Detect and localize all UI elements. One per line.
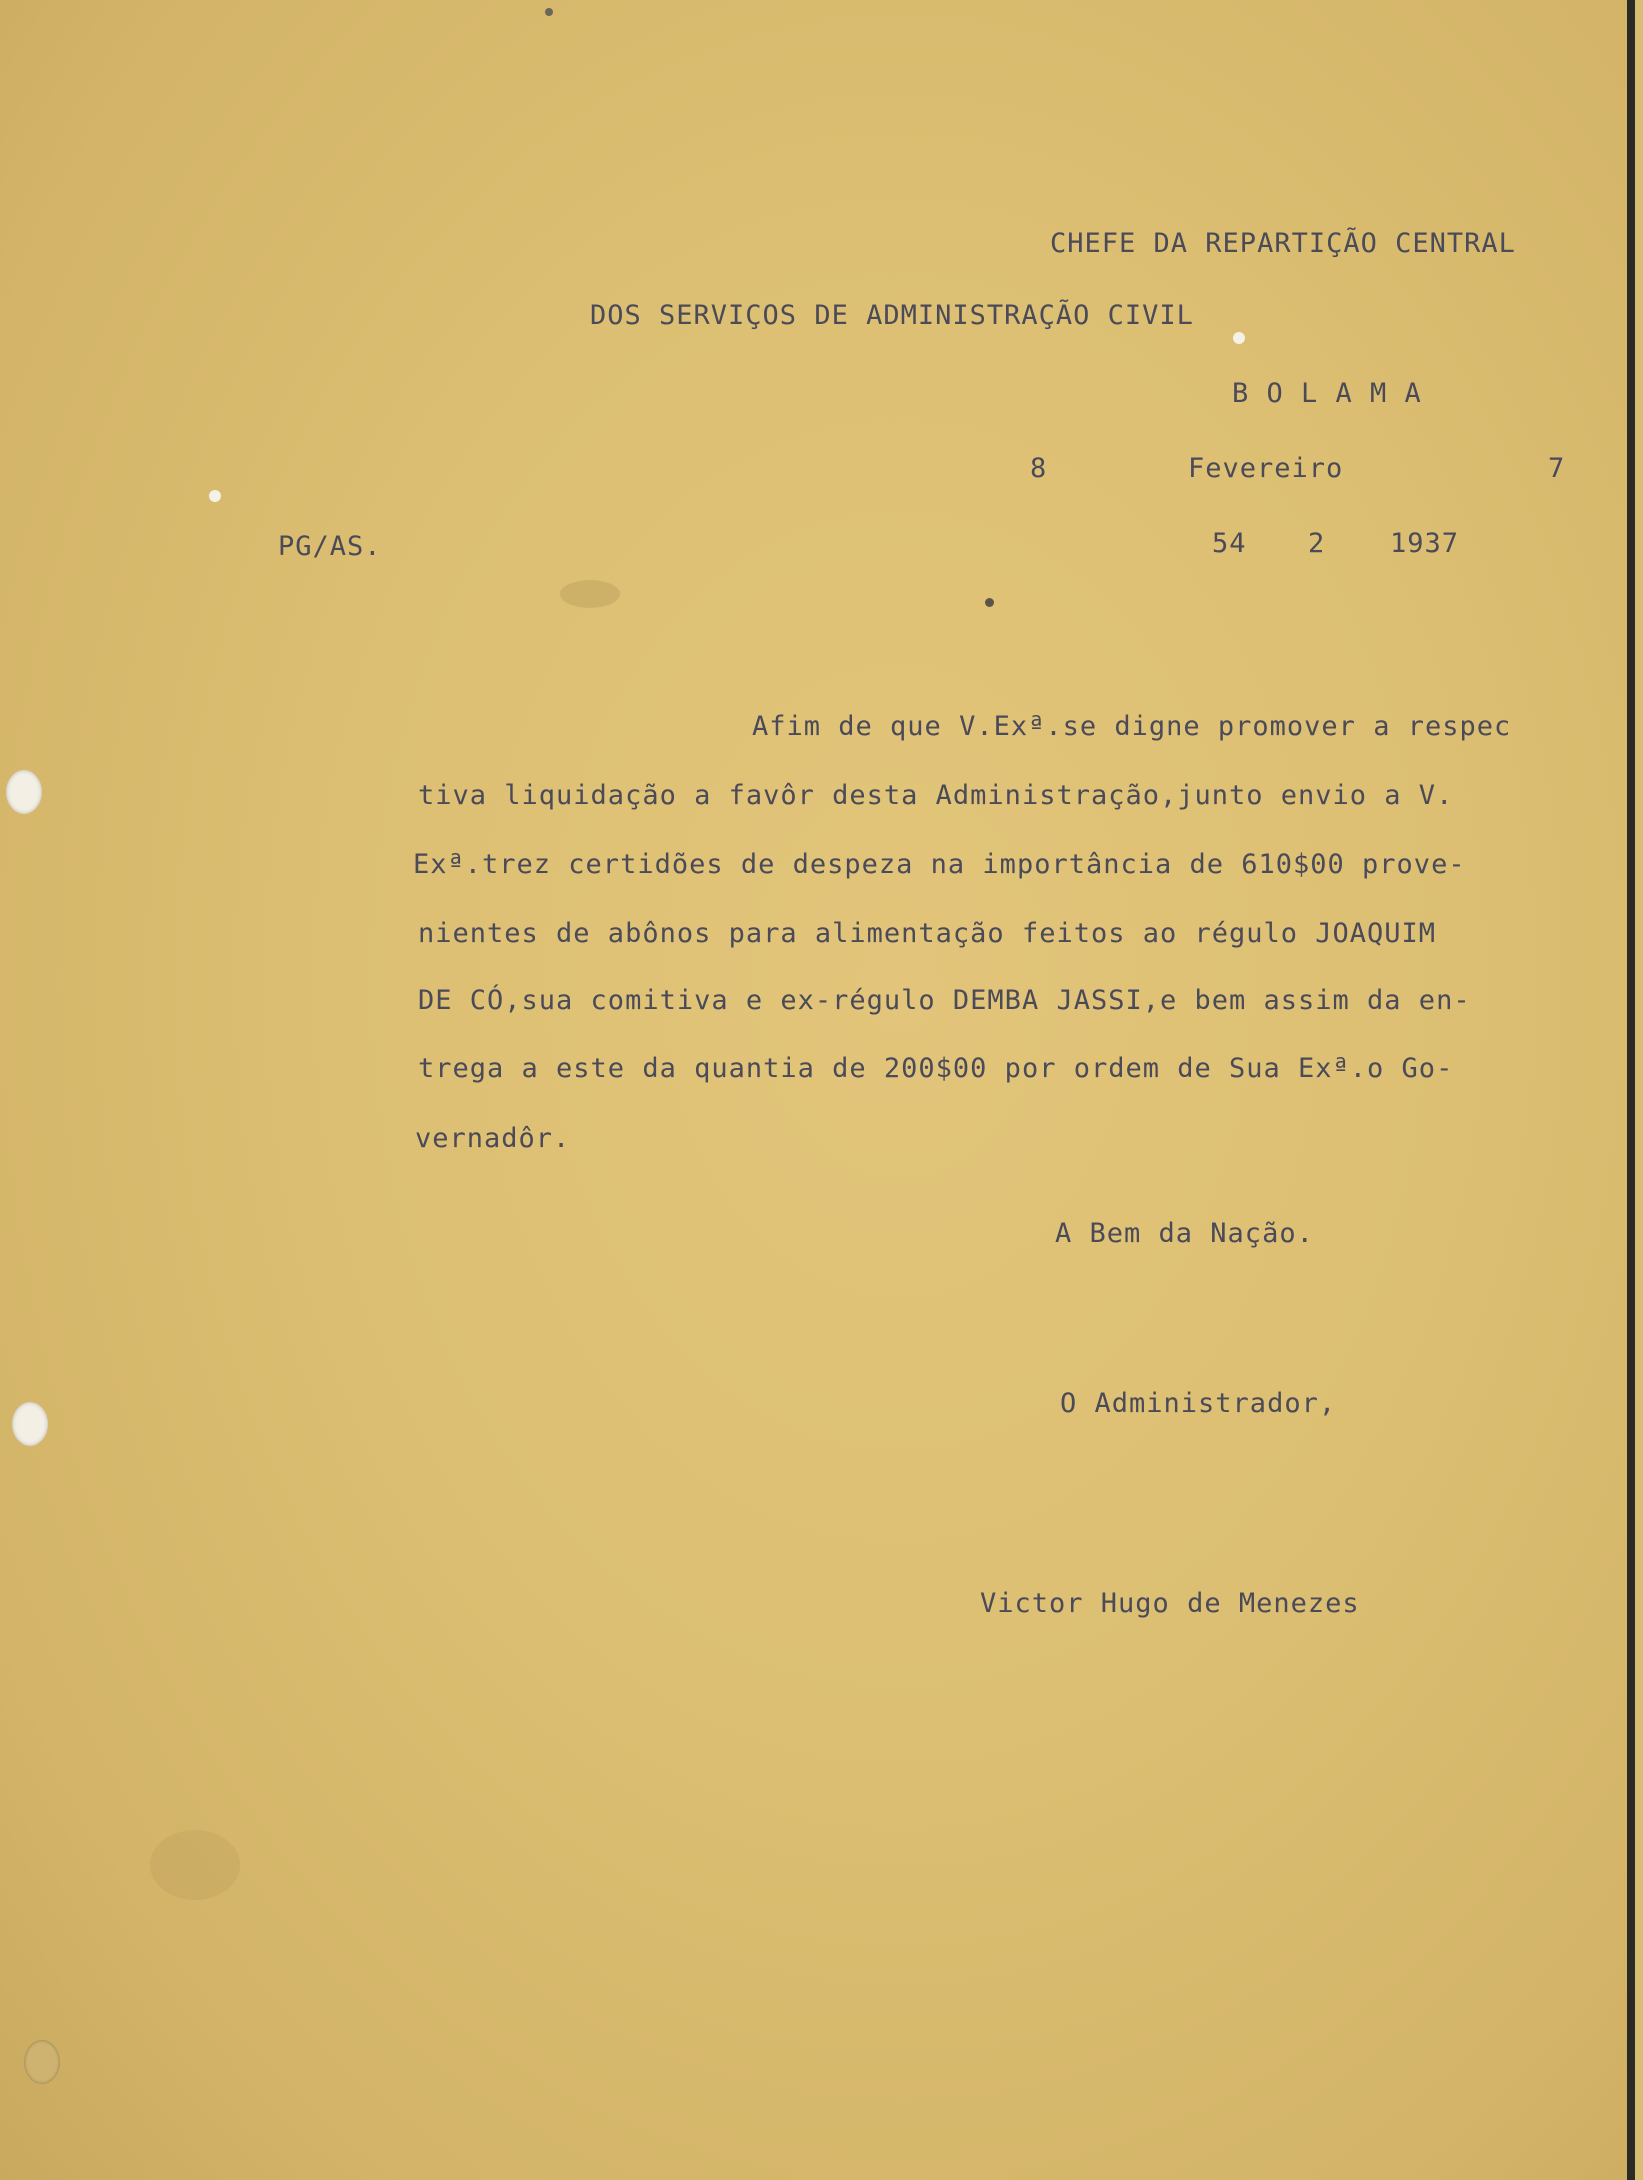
page-edge-shadow bbox=[1627, 0, 1635, 2180]
binder-hole-middle bbox=[12, 1402, 48, 1446]
body-line: trega a este da quantia de 200$00 por ordem de Sua Exª.o Go- bbox=[418, 1053, 1454, 1084]
paper-speck bbox=[209, 490, 221, 502]
stain bbox=[150, 1830, 240, 1900]
body-line: DE CÓ,sua comitiva e ex-régulo DEMBA JASSI,e bem assim da en- bbox=[418, 985, 1471, 1016]
ink-speck bbox=[545, 8, 553, 16]
closing-salutation: A Bem da Nação. bbox=[1055, 1218, 1314, 1249]
signatory-name: Victor Hugo de Menezes bbox=[980, 1588, 1360, 1619]
body-line: vernadôr. bbox=[415, 1123, 571, 1154]
header-city: B O L A M A bbox=[1232, 378, 1422, 409]
date-month: Fevereiro bbox=[1188, 453, 1344, 484]
signatory-title: O Administrador, bbox=[1060, 1388, 1337, 1419]
header-line-1: CHEFE DA REPARTIÇÃO CENTRAL bbox=[1050, 228, 1516, 259]
ink-speck bbox=[985, 598, 994, 607]
body-line: nientes de abônos para alimentação feitos ao régulo JOAQUIM bbox=[418, 918, 1437, 949]
binder-hole-bottom bbox=[24, 2040, 60, 2084]
reference-year: 1937 bbox=[1390, 528, 1460, 559]
header-line-2: DOS SERVIÇOS DE ADMINISTRAÇÃO CIVIL bbox=[590, 300, 1194, 331]
body-line: Afim de que V.Exª.se digne promover a respec bbox=[752, 711, 1512, 742]
reference-code: PG/AS. bbox=[278, 531, 382, 562]
binder-hole-top bbox=[6, 770, 42, 814]
date-right-number: 7 bbox=[1548, 453, 1566, 484]
reference-number: 54 bbox=[1212, 528, 1247, 559]
date-day: 8 bbox=[1030, 453, 1048, 484]
body-line: tiva liquidação a favôr desta Administração,junto envio a V. bbox=[418, 780, 1454, 811]
reference-series: 2 bbox=[1308, 528, 1326, 559]
body-line: Exª.trez certidões de despeza na importância de 610$00 prove- bbox=[413, 849, 1466, 880]
stain bbox=[560, 580, 620, 608]
paper-speck bbox=[1233, 332, 1245, 344]
